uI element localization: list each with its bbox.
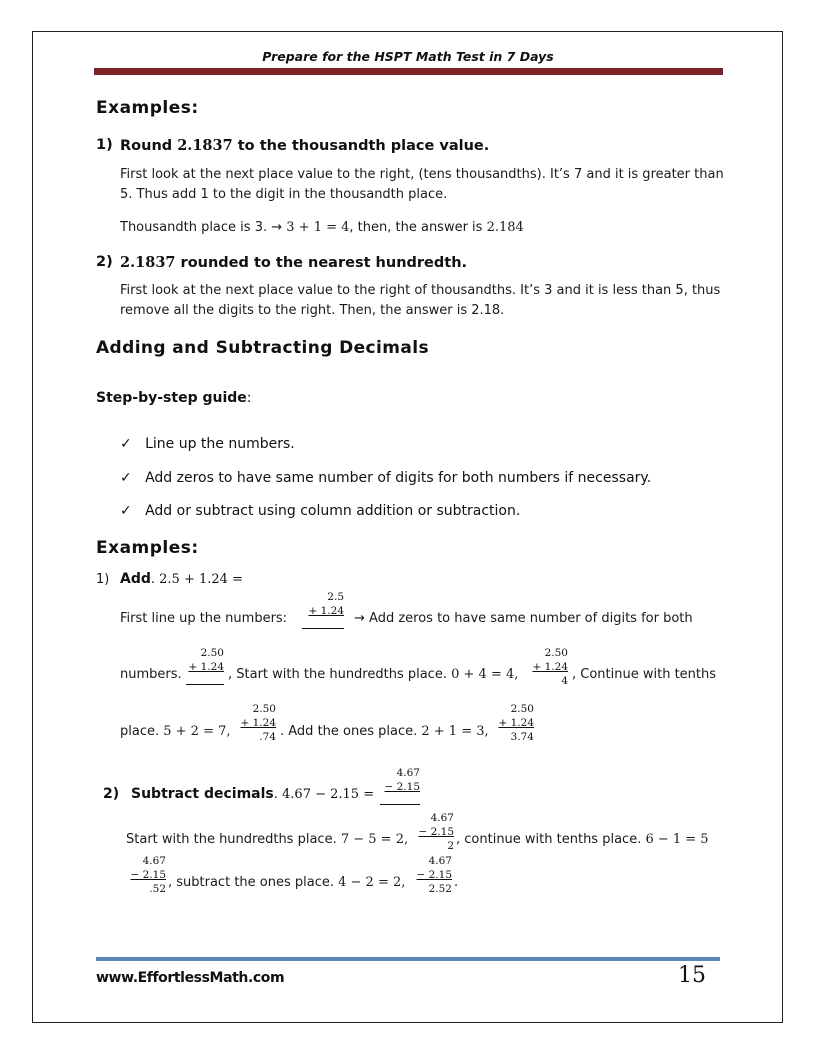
add-line-3-pre: place. 5 + 2 = 7, — [120, 724, 231, 739]
example-2-number: 2) — [96, 254, 113, 270]
sub-stack-4: 4.67 − 2.15 2.52 — [416, 855, 452, 895]
page-number: 15 — [678, 963, 706, 988]
example-1-line-2: 5. Thus add 1 to the digit in the thousandth place. — [120, 187, 448, 202]
examples-heading-1: Examples: — [96, 98, 199, 118]
section-title: Adding and Subtracting Decimals — [96, 338, 429, 358]
example-1-line-1: First look at the next place value to the right, (tens thousandths). It’s 7 and it is greater than — [120, 167, 724, 182]
sub-line-1-mid: , continue with tenths place. 6 − 1 = 5 — [456, 832, 709, 847]
add-stack-5: 2.50 + 1.24 3.74 — [498, 703, 534, 743]
add-line-1-post: → Add zeros to have same number of digits for both — [354, 611, 693, 626]
check-icon: ✓ — [120, 503, 132, 519]
footer-url[interactable]: www.EffortlessMath.com — [96, 970, 285, 986]
sub-line-1-pre: Start with the hundredths place. 7 − 5 = 2, — [126, 832, 409, 847]
sub-example-number: 2) — [103, 786, 120, 802]
check-icon: ✓ — [120, 470, 132, 486]
add-line-2-post: , Continue with tenths — [572, 667, 717, 682]
header-bar — [94, 68, 723, 75]
bullet-2: ✓ Add zeros to have same number of digits for both numbers if necessary. — [120, 470, 652, 486]
example-2-line-2: remove all the digits to the right. Then, the answer is 2.18. — [120, 303, 505, 318]
header-title: Prepare for the HSPT Math Test in 7 Days — [262, 49, 554, 64]
add-example-number: 1) — [96, 572, 110, 587]
sub-line-2-mid: , subtract the ones place. 4 − 2 = 2, — [168, 875, 406, 890]
sub-stack-1: 4.67 − 2.15 — [380, 766, 420, 805]
bullet-3: ✓ Add or subtract using column addition or subtraction. — [120, 503, 521, 519]
add-line-2-pre: numbers. — [120, 667, 182, 682]
add-line-1-text: First line up the numbers: — [120, 611, 288, 626]
bullet-1: ✓ Line up the numbers. — [120, 436, 295, 452]
add-stack-3: 2.50 + 1.24 4 — [532, 647, 568, 687]
sub-line-2-post: . — [454, 875, 459, 890]
sub-stack-2: 4.67 − 2.15 2 — [418, 812, 454, 852]
sub-stack-3: 4.67 − 2.15 .52 — [130, 855, 166, 895]
check-icon: ✓ — [120, 436, 132, 452]
footer-bar — [96, 957, 720, 961]
sub-example-question: Subtract decimals. 4.67 − 2.15 = — [131, 786, 375, 802]
example-2-line-1: First look at the next place value to the right of thousandths. It’s 3 and it is less than 5, thus — [120, 283, 721, 298]
guide-label: Step-by-step guide: — [96, 390, 252, 406]
example-1-question: Round 2.1837 to the thousandth place value. — [120, 137, 490, 154]
examples-heading-2: Examples: — [96, 538, 199, 558]
add-stack-2: 2.50 + 1.24 — [186, 646, 224, 685]
add-stack-4: 2.50 + 1.24 .74 — [240, 703, 276, 743]
add-line-3-mid: . Add the ones place. 2 + 1 = 3, — [280, 724, 489, 739]
add-line-2-mid: , Start with the hundredths place. 0 + 4 = 4, — [228, 667, 519, 682]
add-stack-1: 2.5 + 1.24 — [302, 590, 344, 629]
add-example-question: Add. 2.5 + 1.24 = — [120, 571, 243, 587]
example-1-line-3: Thousandth place is 3. → 3 + 1 = 4, then, the answer is 2.184 — [120, 220, 524, 235]
example-1-number: 1) — [96, 137, 113, 153]
example-2-question: 2.1837 rounded to the nearest hundredth. — [120, 254, 468, 271]
